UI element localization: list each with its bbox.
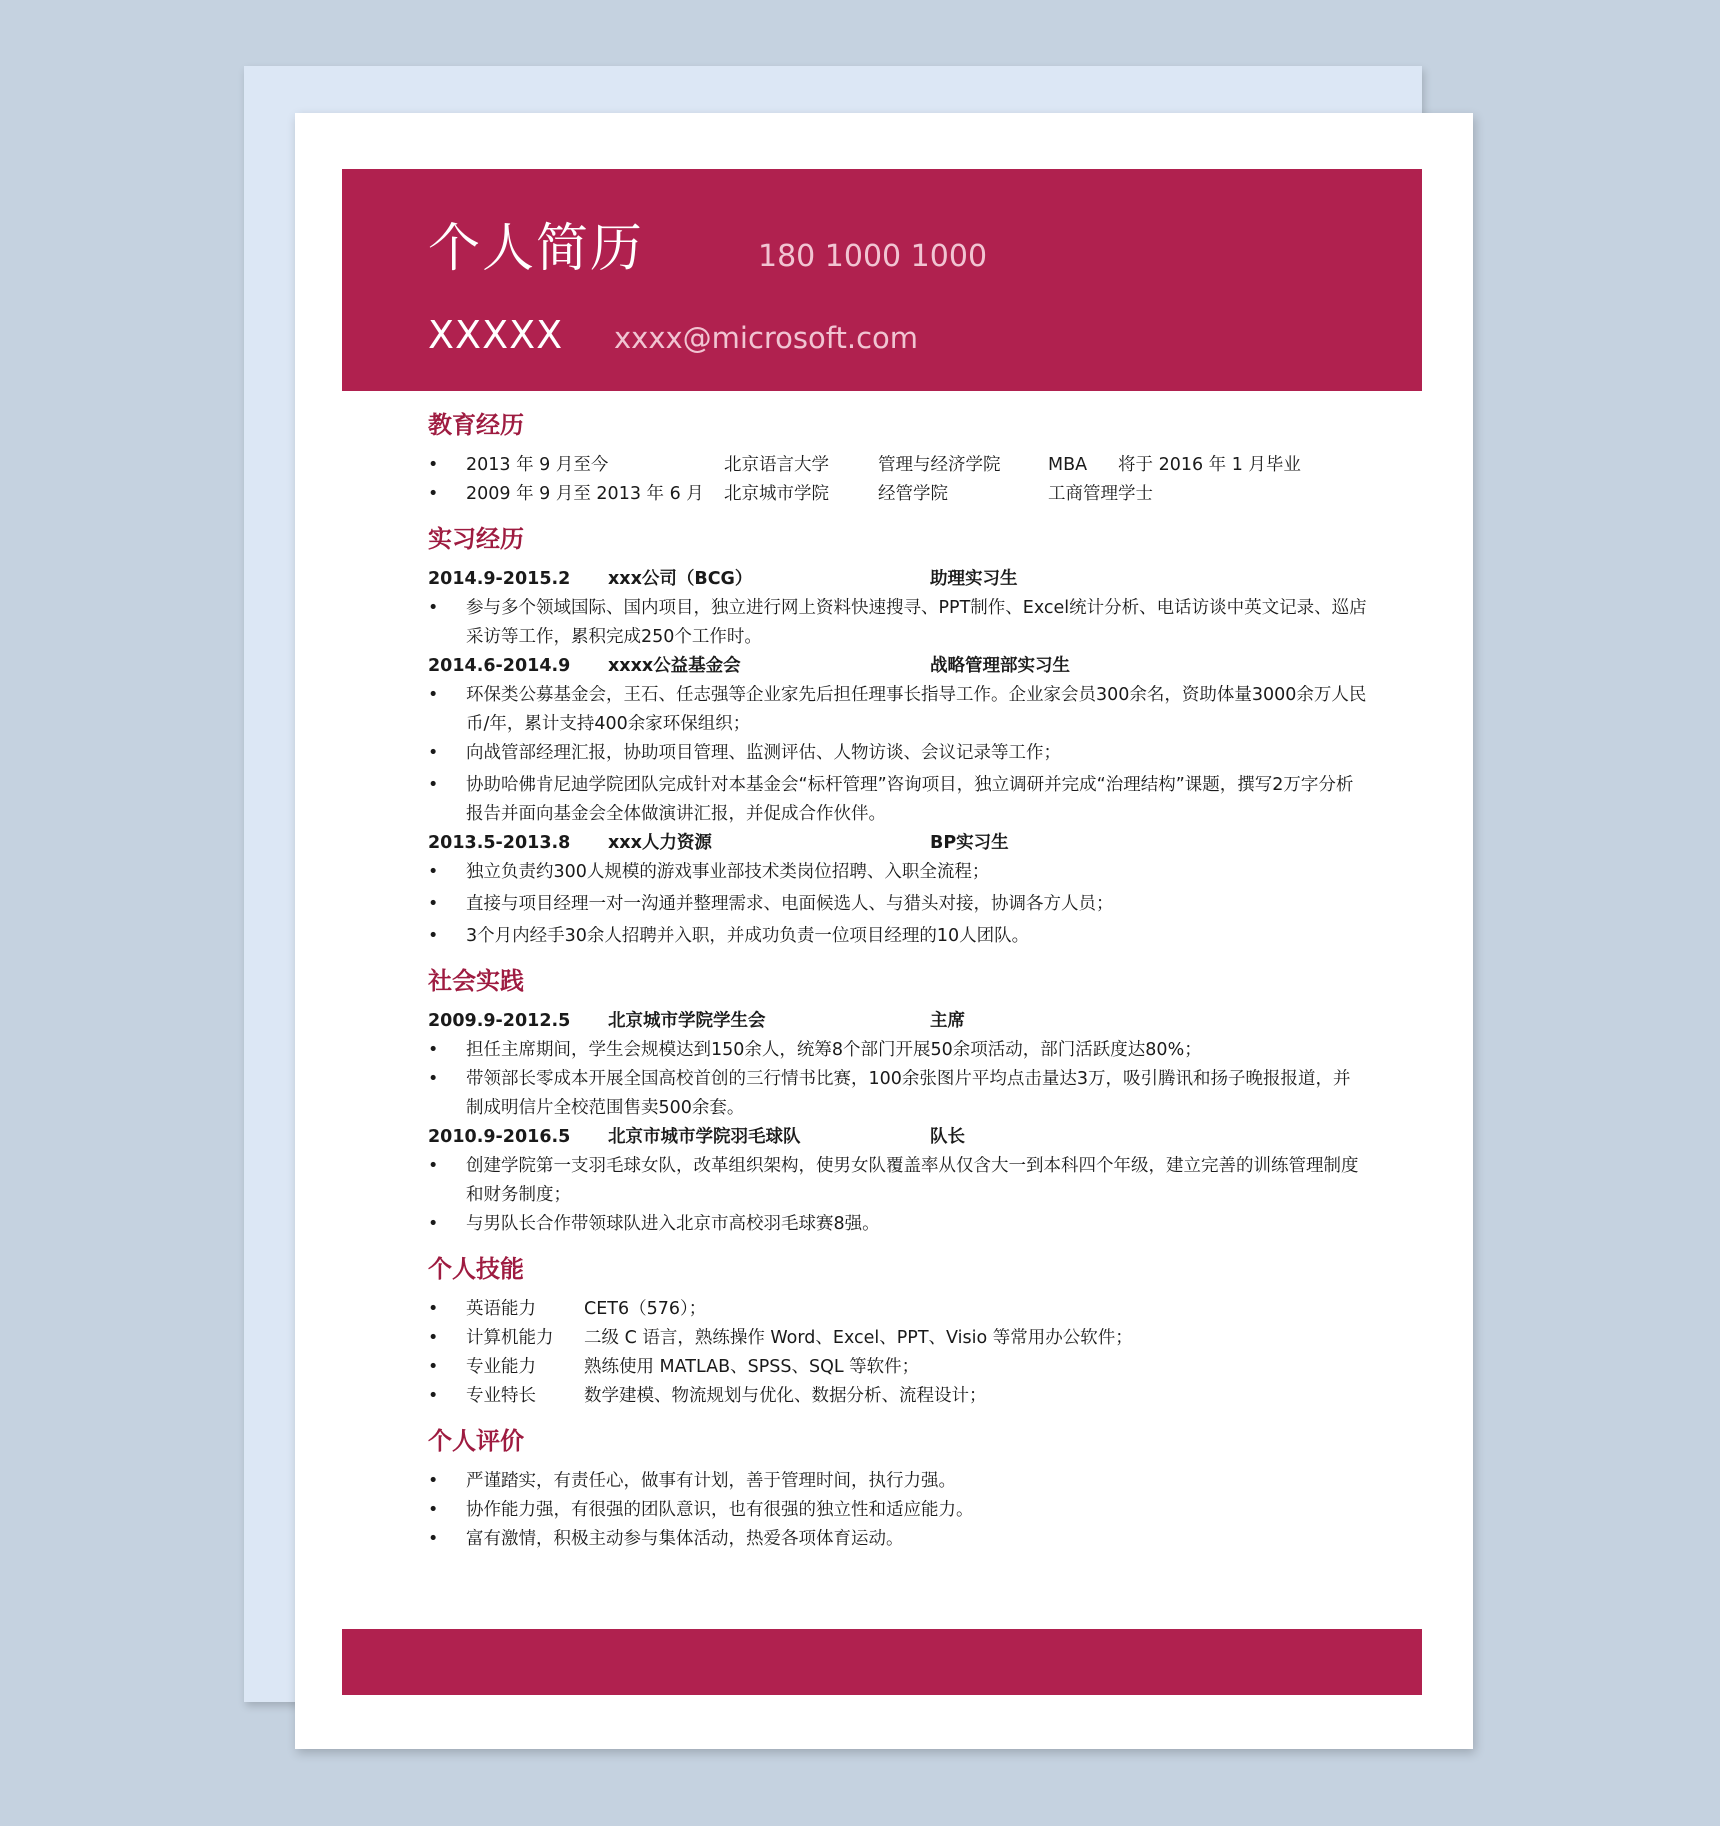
bullet-item: • 担任主席期间，学生会规模达到150余人，统筹8个部门开展50余项活动，部门活跃度达80%； bbox=[428, 1036, 1368, 1065]
candidate-name: XXXXX bbox=[428, 313, 564, 357]
skill-label: 计算机能力 bbox=[466, 1328, 554, 1348]
entry-role: 战略管理部实习生 bbox=[930, 656, 1070, 676]
footer-bar bbox=[342, 1629, 1422, 1695]
entry-date: 2014.9-2015.2 bbox=[428, 569, 571, 589]
entry-organization: 北京市城市学院羽毛球队 bbox=[608, 1127, 801, 1147]
education-school: 北京城市学院 bbox=[724, 484, 829, 504]
email-address: xxxx@microsoft.com bbox=[614, 321, 919, 355]
education-date: 2009 年 9 月至 2013 年 6 月 bbox=[466, 484, 704, 504]
entry-header bbox=[428, 829, 1368, 858]
education-college: 管理与经济学院 bbox=[878, 455, 1001, 475]
section-title-evaluation: 个人评价 bbox=[428, 1427, 524, 1455]
skill-value: 熟练使用 MATLAB、SPSS、SQL 等软件； bbox=[584, 1357, 920, 1377]
phone-number: 180 1000 1000 bbox=[758, 239, 988, 274]
bullet-item: • 向战管部经理汇报，协助项目管理、监测评估、人物访谈、会议记录等工作； bbox=[428, 739, 1368, 768]
entry-header bbox=[428, 1123, 1368, 1152]
bullet-item: • 带领部长零成本开展全国高校首创的三行情书比赛，100余张图片平均点击量达3万，吸引腾讯和扬子晚报报道，并制成明信片全校范围售卖500余套。 bbox=[428, 1065, 1368, 1123]
education-date: 2013 年 9 月至今 bbox=[466, 455, 609, 475]
entry-role: 主席 bbox=[930, 1011, 965, 1031]
education-degree: 工商管理学士 bbox=[1048, 484, 1153, 504]
skill-value: CET6（576）； bbox=[584, 1299, 707, 1319]
entry-header bbox=[428, 565, 1368, 594]
entry-organization: xxxx公益基金会 bbox=[608, 656, 741, 676]
bullet-item: • 独立负责约300人规模的游戏事业部技术类岗位招聘、入职全流程； bbox=[428, 858, 1368, 887]
entry-header bbox=[428, 1007, 1368, 1036]
skill-label: 专业特长 bbox=[466, 1386, 536, 1406]
skill-item bbox=[428, 1382, 1368, 1411]
section-title-social: 社会实践 bbox=[428, 967, 524, 995]
bullet-item: • 环保类公募基金会，王石、任志强等企业家先后担任理事长指导工作。企业家会员300余名，资助体量3000余万人民币/年，累计支持400余家环保组织； bbox=[428, 681, 1368, 739]
entry-role: 助理实习生 bbox=[930, 569, 1018, 589]
education-note: 将于 2016 年 1 月毕业 bbox=[1118, 455, 1301, 475]
entry-role: 队长 bbox=[930, 1127, 965, 1147]
skill-item bbox=[428, 1353, 1368, 1382]
bullet-item: • 协助哈佛肯尼迪学院团队完成针对本基金会“标杆管理”咨询项目，独立调研并完成“治理结构”课题，撰写2万字分析报告并面向基金会全体做演讲汇报，并促成合作伙伴。 bbox=[428, 771, 1368, 829]
resume-title: 个人简历 bbox=[428, 219, 645, 279]
evaluation-item: • 富有激情，积极主动参与集体活动，热爱各项体育运动。 bbox=[428, 1525, 1368, 1554]
evaluation-item: • 严谨踏实，有责任心，做事有计划，善于管理时间，执行力强。 bbox=[428, 1467, 1368, 1496]
bullet-item: • 与男队长合作带领球队进入北京市高校羽毛球赛8强。 bbox=[428, 1210, 1368, 1239]
education-degree: MBA bbox=[1048, 455, 1088, 475]
education-college: 经管学院 bbox=[878, 484, 948, 504]
bullet-item: • 创建学院第一支羽毛球女队，改革组织架构，使男女队覆盖率从仅含大一到本科四个年级，建立完善的训练管理制度和财务制度； bbox=[428, 1152, 1368, 1210]
section-title-skills: 个人技能 bbox=[428, 1255, 524, 1283]
entry-organization: 北京城市学院学生会 bbox=[608, 1011, 766, 1031]
entry-organization: xxx人力资源 bbox=[608, 833, 712, 853]
entry-date: 2014.6-2014.9 bbox=[428, 656, 571, 676]
education-school: 北京语言大学 bbox=[724, 455, 829, 475]
entry-header bbox=[428, 652, 1368, 681]
skill-value: 数学建模、物流规划与优化、数据分析、流程设计； bbox=[584, 1386, 987, 1406]
section-title-education: 教育经历 bbox=[428, 411, 524, 439]
entry-role: BP实习生 bbox=[930, 833, 1009, 853]
entry-date: 2010.9-2016.5 bbox=[428, 1127, 571, 1147]
skill-label: 英语能力 bbox=[466, 1299, 536, 1319]
resume-body bbox=[428, 409, 1368, 1554]
education-item bbox=[428, 480, 1368, 509]
skill-label: 专业能力 bbox=[466, 1357, 536, 1377]
entry-organization: xxx公司（BCG） bbox=[608, 569, 753, 589]
section-title-internship: 实习经历 bbox=[428, 525, 524, 553]
skill-item bbox=[428, 1324, 1368, 1353]
entry-date: 2013.5-2013.8 bbox=[428, 833, 571, 853]
bullet-item: • 直接与项目经理一对一沟通并整理需求、电面候选人、与猎头对接，协调各方人员； bbox=[428, 890, 1368, 919]
skill-item bbox=[428, 1295, 1368, 1324]
entry-date: 2009.9-2012.5 bbox=[428, 1011, 571, 1031]
education-item bbox=[428, 451, 1368, 480]
resume-page bbox=[295, 113, 1473, 1749]
resume-header bbox=[342, 169, 1422, 391]
bullet-item: • 3个月内经手30余人招聘并入职，并成功负责一位项目经理的10人团队。 bbox=[428, 922, 1368, 951]
evaluation-item: • 协作能力强，有很强的团队意识，也有很强的独立性和适应能力。 bbox=[428, 1496, 1368, 1525]
skill-value: 二级 C 语言，熟练操作 Word、Excel、PPT、Visio 等常用办公软件； bbox=[584, 1328, 1133, 1348]
bullet-item: • 参与多个领域国际、国内项目，独立进行网上资料快速搜寻、PPT制作、Excel统计分析、电话访谈中英文记录、巡店采访等工作，累积完成250个工作时。 bbox=[428, 594, 1368, 652]
